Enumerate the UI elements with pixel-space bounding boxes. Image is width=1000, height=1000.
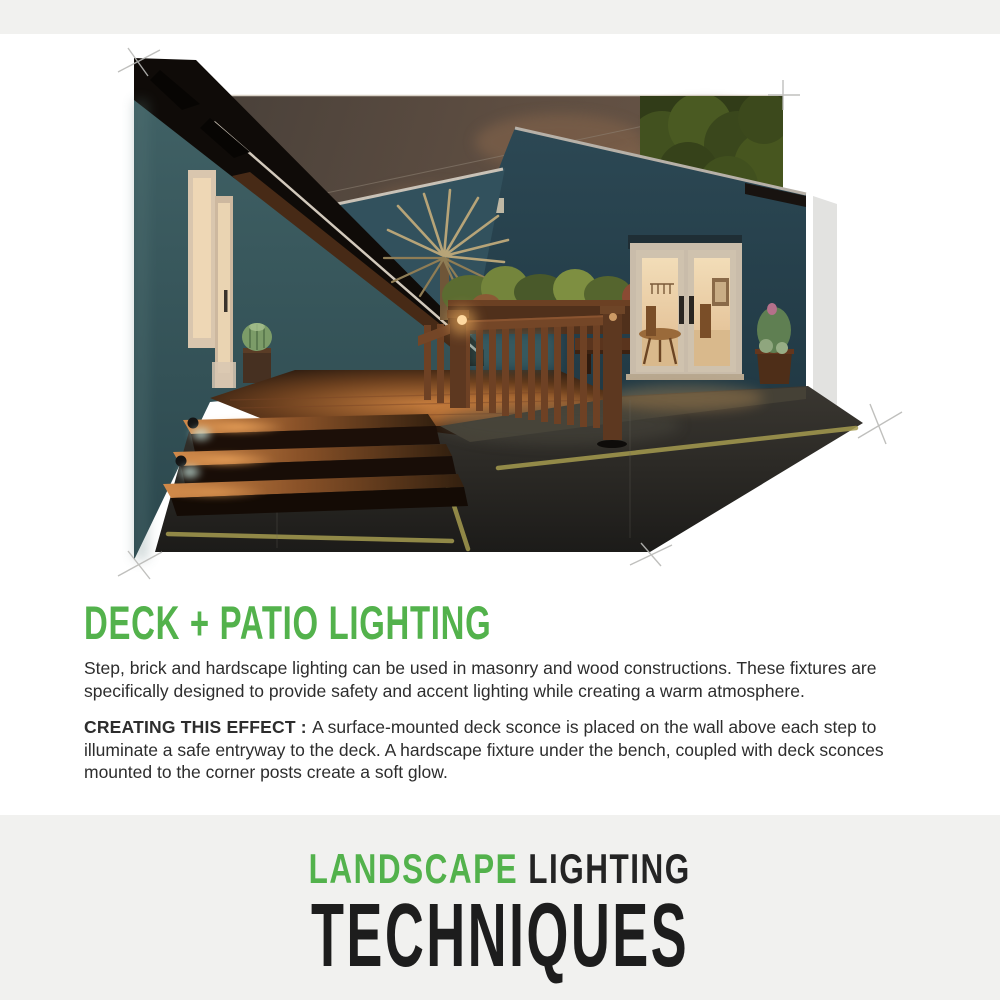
effect-paragraph — [84, 716, 884, 784]
potted-cactus-left — [242, 323, 272, 383]
french-doors — [626, 235, 744, 380]
section-title-text: DECK + PATIO LIGHTING — [84, 596, 492, 649]
step-sconce-lights — [176, 418, 216, 483]
corner-post-left — [450, 316, 466, 408]
cutaway-panel — [813, 196, 837, 432]
post-sconce-glow — [448, 307, 476, 335]
effect-label: CREATING THIS EFFECT : — [84, 716, 307, 737]
left-roof — [134, 58, 484, 366]
intro-paragraph: Step, brick and hardscape lighting can be used in masonry and wood constructions. These fixtures are specifically designed to provide safety and accent lighting while creating a warm atmosphere. — [84, 658, 877, 702]
potted-cactus-right — [755, 303, 794, 384]
deck-railing — [418, 306, 625, 440]
deck-floor — [210, 370, 640, 468]
brand-line-1 — [0, 845, 1000, 892]
effect-body: A surface-mounted deck sconce is placed on the wall above each step to illuminate a safe entryway to the deck. A hardscape fixture under the bench, coupled with deck sconces mounted to the corner posts create a soft glow. — [84, 716, 884, 783]
lit-window — [306, 244, 337, 284]
sketch-tick-marks — [118, 48, 902, 579]
deck-steps — [163, 414, 468, 516]
tree — [628, 92, 802, 218]
brand-footer — [0, 815, 1000, 1000]
dining-table — [639, 328, 681, 340]
grout-lines — [168, 428, 856, 549]
left-window-frame — [188, 170, 216, 348]
section-copy — [84, 598, 884, 797]
left-door — [215, 196, 233, 388]
right-building — [430, 128, 806, 425]
section-title — [84, 598, 884, 647]
stone-patio — [155, 385, 863, 552]
courtyard-gable — [285, 168, 505, 335]
bench — [575, 338, 705, 350]
brand-word-lighting: LIGHTING — [528, 845, 692, 892]
brand-word-techniques: TECHNIQUES — [310, 886, 690, 986]
corner-post-right — [603, 312, 622, 440]
top-band — [0, 0, 1000, 34]
brand-word-landscape: LANDSCAPE — [308, 845, 519, 892]
left-wall — [134, 100, 462, 560]
brand-line-2 — [0, 886, 1000, 986]
night-sky — [150, 95, 783, 400]
planter-and-bench — [442, 266, 705, 374]
yucca-plant — [384, 190, 508, 320]
picture-frame — [712, 278, 729, 306]
